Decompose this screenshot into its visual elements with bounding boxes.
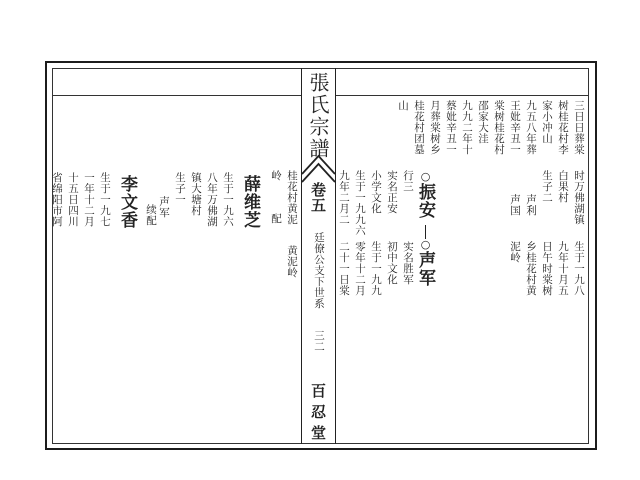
text-col: 镇大塘村 [190,172,202,216]
person-name: 李文香 [117,175,137,229]
text-col: 行三 [402,170,414,192]
text-col: 生于一九九 [370,241,382,296]
text-col: 初中文化 [386,241,398,285]
text-col: 配 [270,213,282,224]
text-col: 生于一九九六 [354,170,366,236]
page-title: 張氏宗譜 [306,72,330,160]
text-col: 山 [397,100,409,111]
text-col: 邵家大洼 [477,100,489,144]
person-name: 振安 [415,183,435,219]
text-col: 生子二 [541,170,553,203]
text-col: 乡桂花村黄 [525,241,537,296]
right-header-rule [336,95,589,96]
text-col: 十五日四川 [67,172,79,227]
text-col: 蔡妣辛丑一 [445,100,457,155]
text-col: 八年万佛湖 [206,172,218,227]
text-col: 生子一 [174,172,186,205]
text-col: 小学文化 [370,170,382,214]
person-marker-icon: ○ [419,238,432,252]
text-col: 泥岭 [509,241,521,263]
text-col: 时万佛湖镇 [573,170,585,225]
text-col: 树桂花村李 [557,100,569,155]
text-col: 王妣辛丑一 [509,100,521,155]
text-col: 生于一九六 [222,172,234,227]
text-col: 九五八年葬 [525,100,537,155]
text-col: 桂花村黄泥 [286,170,298,225]
text-col: 月葬棠树乡 [429,100,441,155]
text-col: 声利 [525,194,537,216]
text-col: 零年十二月 [354,241,366,296]
text-col: 实名正安 [386,170,398,214]
text-col: 九九二年十 [461,100,473,155]
text-col: 续配 [145,204,157,226]
left-header-rule [52,95,301,96]
text-col: 二十一日棠 [338,241,350,296]
text-col: 白果村 [557,170,569,203]
text-col: 生于一九七 [99,172,111,227]
text-col: 一年十二月 [83,172,95,227]
page-number: 三二 [313,330,325,352]
text-col: 声国 [509,194,521,216]
text-col: 实名胜军 [402,241,414,285]
person-name: 薛维芝 [240,175,260,229]
text-col: 黄泥岭 [286,245,298,278]
person-marker-icon: ○ [419,170,432,184]
hall-name: 百忍堂 [309,383,327,446]
text-col: 岭 [270,170,282,181]
text-col: 三日日葬棠 [573,100,585,155]
person-name: 声军 [415,251,435,287]
volume-label: 卷五 [309,182,327,213]
text-col: 棠树桂花村 [493,100,505,155]
text-col: 声军 [158,196,170,218]
text-col: 生于一九八 [573,241,585,296]
text-col: 家小冲山 [541,100,553,144]
section-label: 廷僚公支下世系 [313,232,325,309]
text-col: 省绵阳市阿 [51,172,63,227]
lineage-connector [425,225,426,239]
text-col: 日午时棠树 [541,241,553,296]
text-col: 九年十月五 [557,241,569,296]
text-col: 九年二月二 [338,170,350,225]
text-col: 桂花村团墓 [413,100,425,155]
